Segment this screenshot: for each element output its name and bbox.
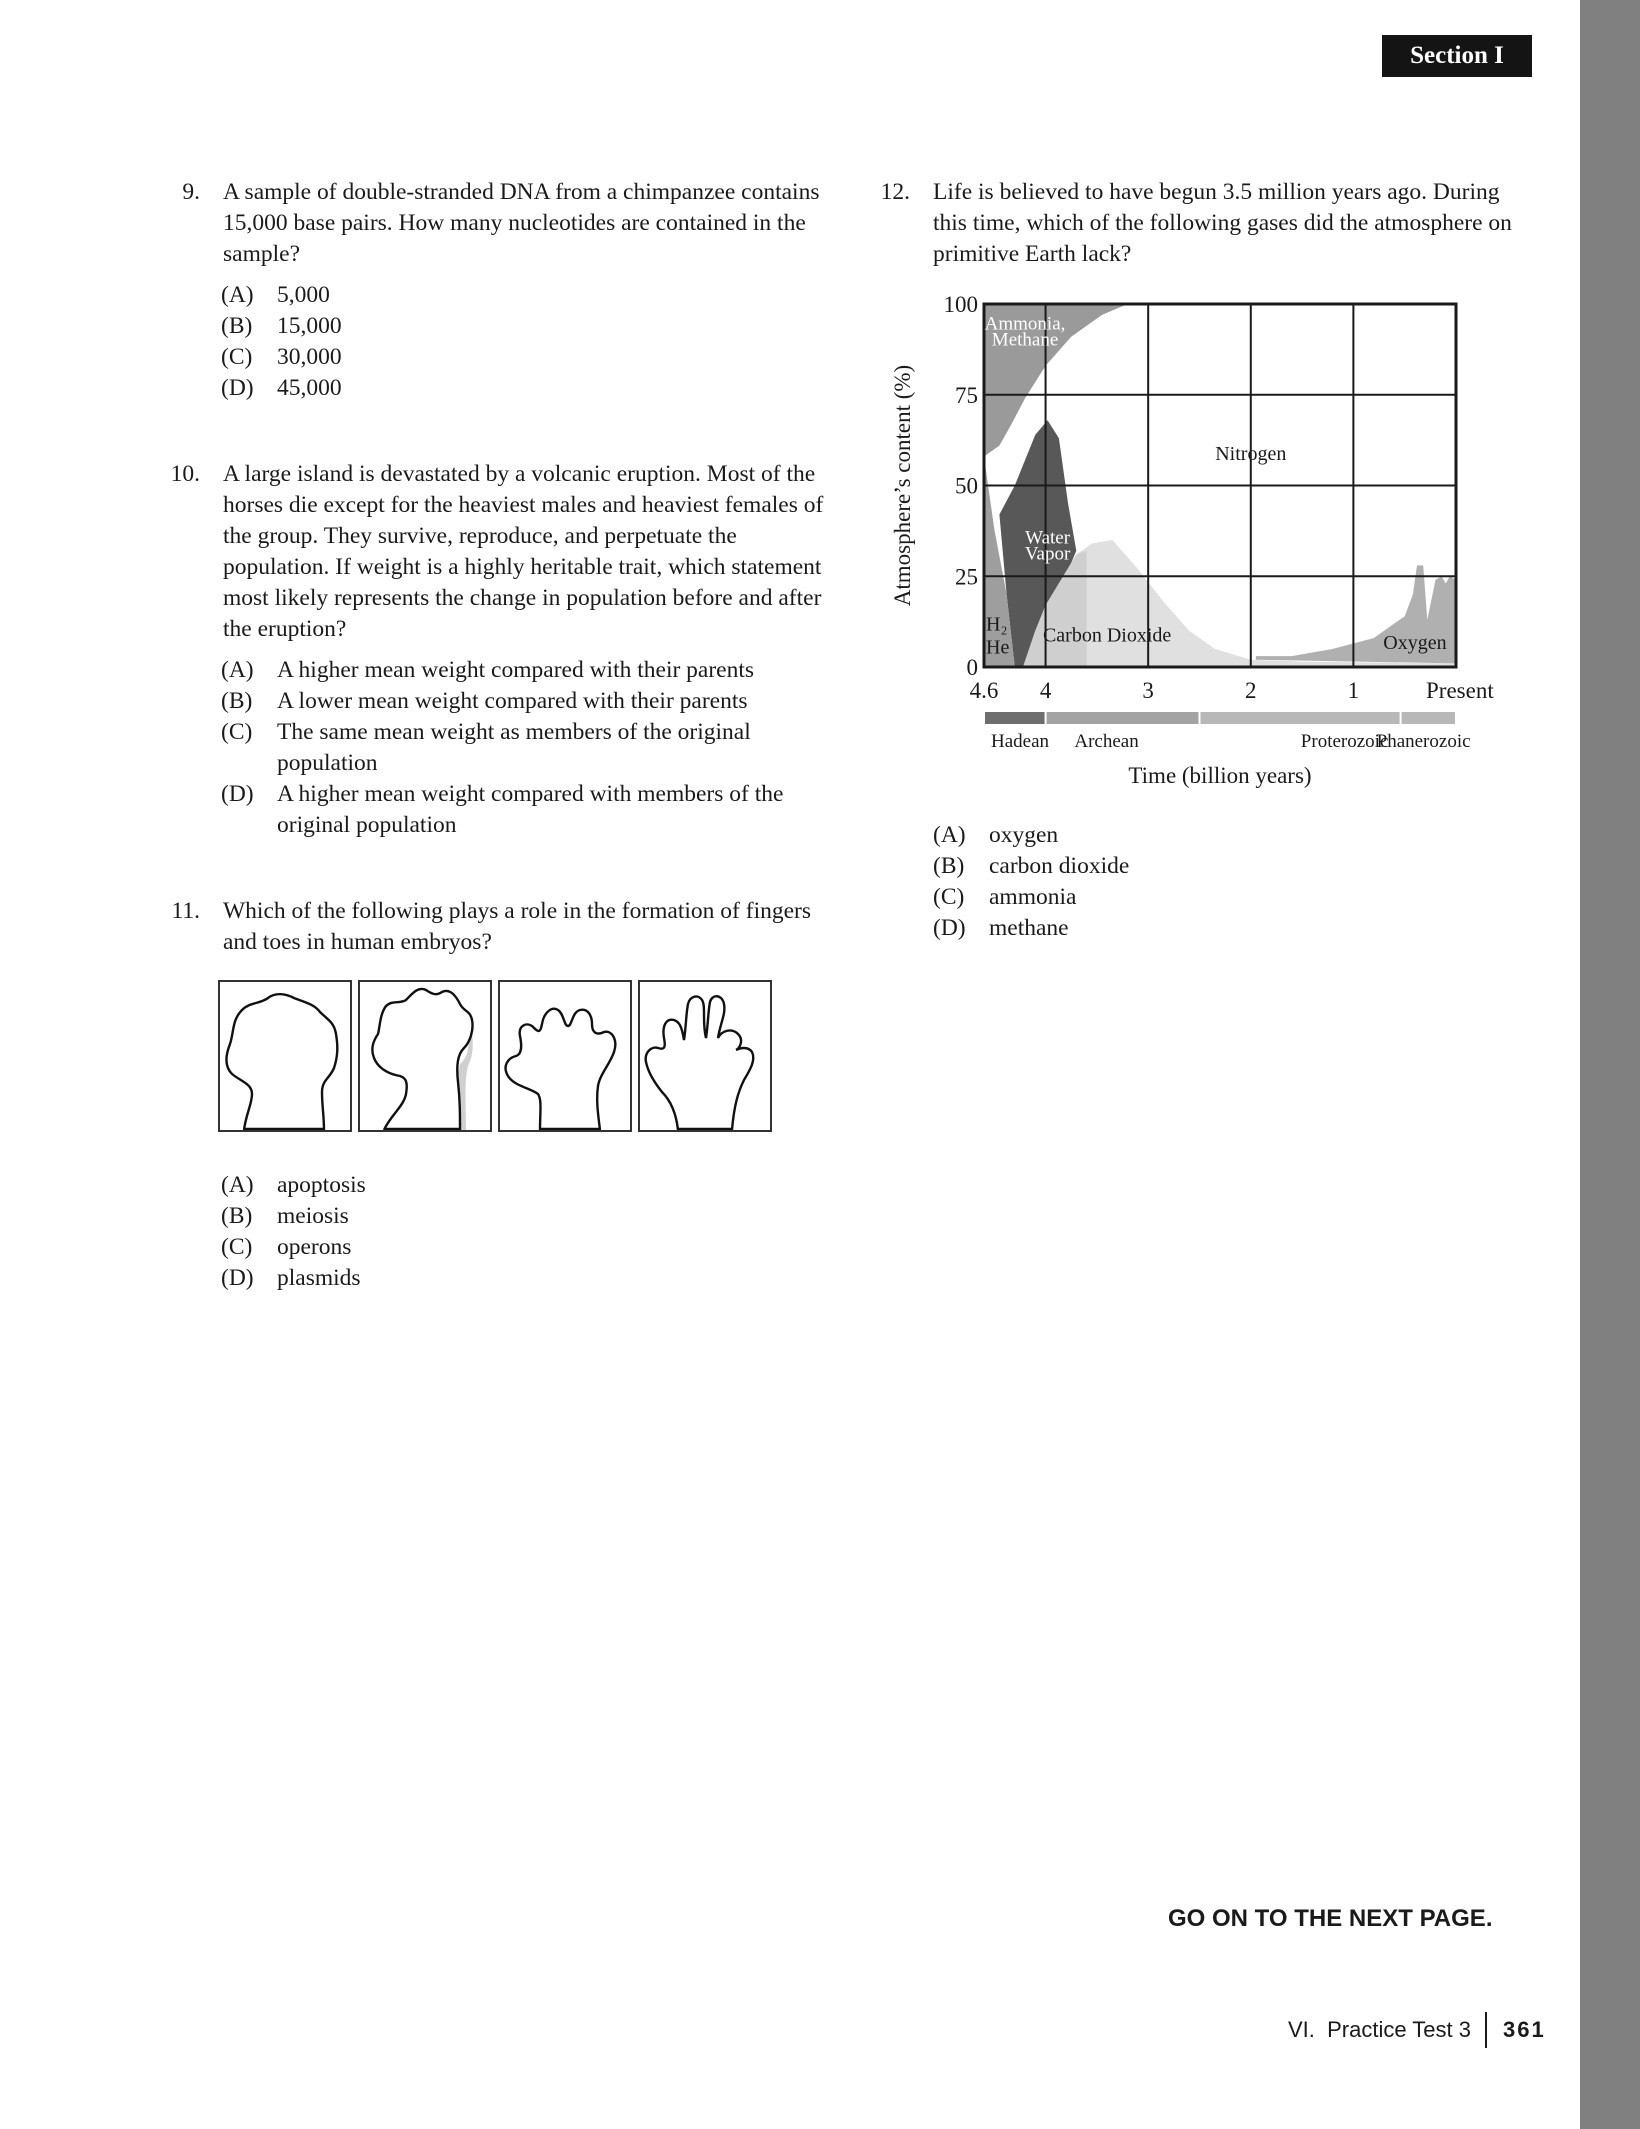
notched-paddle-icon	[360, 982, 490, 1130]
choice-text: plasmids	[277, 1265, 361, 1291]
answer-choice-c[interactable]	[933, 882, 1129, 913]
choice-letter: (B)	[221, 313, 253, 339]
answer-choices	[221, 655, 830, 841]
answer-choice-c[interactable]	[221, 1232, 366, 1263]
y-tick-50: 50	[955, 473, 978, 499]
choice-text: A higher mean weight compared with members of the original population	[277, 781, 784, 838]
footer-divider	[1485, 2012, 1487, 2048]
eon-segment-hadean	[985, 712, 1045, 724]
choice-text: The same mean weight as members of the original population	[277, 719, 751, 776]
y-axis-label: Atmosphere’s content (%)	[890, 364, 915, 607]
page-number: 361	[1503, 2017, 1546, 2042]
question-10	[160, 459, 830, 841]
choice-letter: (C)	[221, 719, 253, 745]
choice-letter: (D)	[221, 1265, 254, 1291]
choice-text: A higher mean weight compared with their parents	[277, 657, 755, 683]
y-tick-100: 100	[943, 292, 978, 317]
choice-letter: (B)	[221, 688, 253, 714]
section-label: Section I	[1382, 35, 1532, 77]
question-number: 9.	[182, 179, 200, 205]
choice-letter: (C)	[221, 1234, 253, 1260]
choice-text: carbon dioxide	[989, 853, 1130, 879]
region-label-oxygen: Oxygen	[1383, 631, 1447, 654]
page-footer	[1288, 2010, 1546, 2050]
choice-text: oxygen	[989, 822, 1059, 848]
question-stem: Life is believed to have begun 3.5 million years ago. During this time, which of the following gases did the atmosphere on primitive Earth lack?	[933, 179, 1512, 267]
choice-letter: (A)	[221, 282, 254, 308]
choice-letter: (A)	[221, 1172, 254, 1198]
question-11	[160, 896, 830, 958]
choice-text: methane	[989, 915, 1069, 941]
region-label-ammonia-methane: Ammonia, Methane	[984, 313, 1066, 351]
y-tick-labels	[944, 292, 979, 680]
choice-letter: (C)	[221, 344, 253, 370]
y-tick-75: 75	[955, 382, 978, 408]
answer-choice-d[interactable]	[221, 779, 830, 841]
choice-letter: (D)	[221, 375, 254, 401]
choice-letter: (B)	[221, 1203, 253, 1229]
region-label-nitrogen: Nitrogen	[1215, 443, 1287, 466]
x-tick-2: 2	[1245, 678, 1257, 703]
next-page-notice: GO ON TO THE NEXT PAGE.	[1168, 1905, 1493, 1932]
y-tick-25: 25	[955, 564, 978, 590]
answer-choice-a[interactable]	[221, 1170, 366, 1201]
region-label-carbon-dioxide: Carbon Dioxide	[1042, 624, 1172, 647]
choice-text: 30,000	[277, 344, 342, 370]
region-label-h2-he: H₂ He	[986, 613, 1010, 659]
hand-stage-3	[498, 980, 632, 1132]
choice-letter: (A)	[221, 657, 254, 683]
y-tick-0: 0	[966, 655, 978, 680]
eon-segment-archean	[1047, 712, 1199, 724]
choice-text: 45,000	[277, 375, 342, 401]
section-name: VI. Practice Test 3	[1288, 2017, 1472, 2042]
hand-stage-4	[638, 980, 772, 1132]
x-axis-label: Time (billion years)	[1128, 763, 1312, 788]
eon-label-archean: Archean	[1074, 731, 1139, 752]
question-number: 10.	[170, 461, 200, 487]
choice-text: operons	[277, 1234, 352, 1260]
choice-text: 5,000	[277, 282, 330, 308]
x-tick-present: Present	[1426, 678, 1494, 703]
hand-stage-1	[218, 980, 352, 1132]
answer-choice-a[interactable]	[221, 280, 820, 311]
eon-label-proterozoic: Proterozoic	[1300, 731, 1389, 752]
question-12	[870, 177, 1520, 270]
x-tick-labels	[970, 678, 1495, 703]
eon-label-hadean: Hadean	[990, 731, 1050, 752]
hand-stage-2	[358, 980, 492, 1132]
choice-text: ammonia	[989, 884, 1077, 910]
answer-choices	[221, 280, 820, 404]
limb-bud-paddle-icon	[220, 982, 350, 1130]
question-number: 11.	[171, 898, 200, 924]
answer-choice-b[interactable]	[221, 311, 820, 342]
choice-text: 15,000	[277, 313, 342, 339]
question-stem: A sample of double-stranded DNA from a chimpanzee contains 15,000 base pairs. How many nucleotides are contained in the sample?	[223, 179, 820, 267]
eon-label-phanerozoic: Phanerozoic	[1376, 731, 1471, 752]
choice-letter: (D)	[221, 781, 254, 807]
choice-letter: (C)	[933, 884, 965, 910]
answer-choice-d[interactable]	[221, 1263, 366, 1294]
question-number: 12.	[880, 179, 910, 205]
choice-text: apoptosis	[277, 1172, 366, 1198]
choice-letter: (A)	[933, 822, 966, 848]
choice-letter: (B)	[933, 853, 965, 879]
answer-choice-a[interactable]	[221, 655, 830, 686]
answer-choice-a[interactable]	[933, 820, 1129, 851]
answer-choices-q11	[221, 1170, 366, 1294]
question-9	[160, 177, 820, 404]
eon-bar	[985, 712, 1471, 752]
chart-svg	[880, 285, 1500, 805]
question-stem: A large island is devastated by a volcanic eruption. Most of the horses die except for the heaviest males and heaviest females of the group. They survive, reproduce, and perpetuate the population. If weight is a highly heritable trait, which statement most likely represents the change in population before and after the eruption?	[223, 461, 824, 642]
question-stem: Which of the following plays a role in the formation of fingers and toes in human embryos?	[223, 898, 811, 955]
choice-text: A lower mean weight compared with their parents	[277, 688, 748, 714]
answer-choice-b[interactable]	[933, 851, 1129, 882]
choice-letter: (D)	[933, 915, 966, 941]
hand-development-figure	[218, 980, 772, 1132]
separated-fingers-icon	[640, 982, 770, 1130]
answer-choice-b[interactable]	[221, 686, 830, 717]
x-tick-1: 1	[1347, 678, 1360, 703]
atmosphere-composition-chart	[880, 285, 1500, 805]
answer-choice-d[interactable]	[933, 913, 1129, 944]
x-tick-3: 3	[1142, 678, 1154, 703]
answer-choice-c[interactable]	[221, 717, 830, 779]
answer-choice-d[interactable]	[221, 373, 820, 404]
region-label-water-vapor: Water Vapor	[1024, 527, 1071, 565]
page-edge-band	[1580, 0, 1640, 2129]
webbed-digits-icon	[500, 982, 630, 1130]
x-tick-4-6: 4.6	[969, 678, 999, 703]
eon-segment-proterozoic	[1200, 712, 1399, 724]
answer-choice-b[interactable]	[221, 1201, 366, 1232]
x-tick-4: 4	[1039, 678, 1052, 703]
answer-choices-q12	[933, 820, 1129, 944]
eon-segment-phanerozoic	[1402, 712, 1455, 724]
choice-text: meiosis	[277, 1203, 349, 1229]
answer-choice-c[interactable]	[221, 342, 820, 373]
